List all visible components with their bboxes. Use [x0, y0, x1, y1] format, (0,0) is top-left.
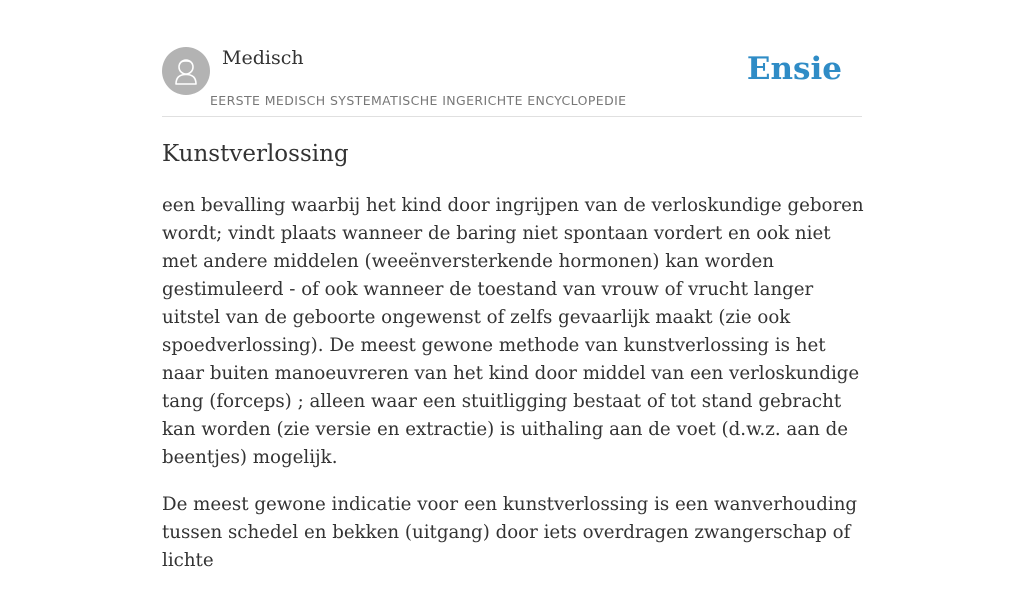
page-title: Kunstverlossing — [162, 141, 349, 167]
header — [162, 0, 862, 117]
source-name[interactable]: Medisch — [222, 47, 304, 69]
avatar[interactable] — [162, 47, 210, 95]
brand-logo[interactable]: Ensie — [746, 51, 842, 87]
user-icon — [162, 47, 210, 95]
article-paragraph: De meest gewone indicatie voor een kunstverlossing is een wanverhouding tussen schedel en bekken (uitgang) door iets overdragen zwangerschap of lichte — [162, 494, 858, 571]
article-paragraph: een bevalling waarbij het kind door ingrijpen van de verloskundige geboren wordt; vindt plaats wanneer de baring niet spontaan vordert en ook niet met andere middelen (weeënversterkende hormonen) kan worden gestimuleerd - of ook wanneer de toestand van vrouw of vrucht langer uitstel van de geboorte ongewenst of zelfs gevaarlijk maakt (zie ook spoedverlossing). De meest gewone methode van kunstverlossing is het naar buiten manoeuvreren van het kind door middel van een verloskundige tang (forceps) ; alleen waar een stuitligging bestaat of tot stand gebracht kan worden (zie versie en extractie) is uithaling aan de voet (d.w.z. aan de beentjes) mogelijk. — [162, 195, 864, 468]
source-subtitle: EERSTE MEDISCH SYSTEMATISCHE INGERICHTE ENCYCLOPEDIE — [210, 93, 627, 108]
article-body — [162, 192, 868, 594]
